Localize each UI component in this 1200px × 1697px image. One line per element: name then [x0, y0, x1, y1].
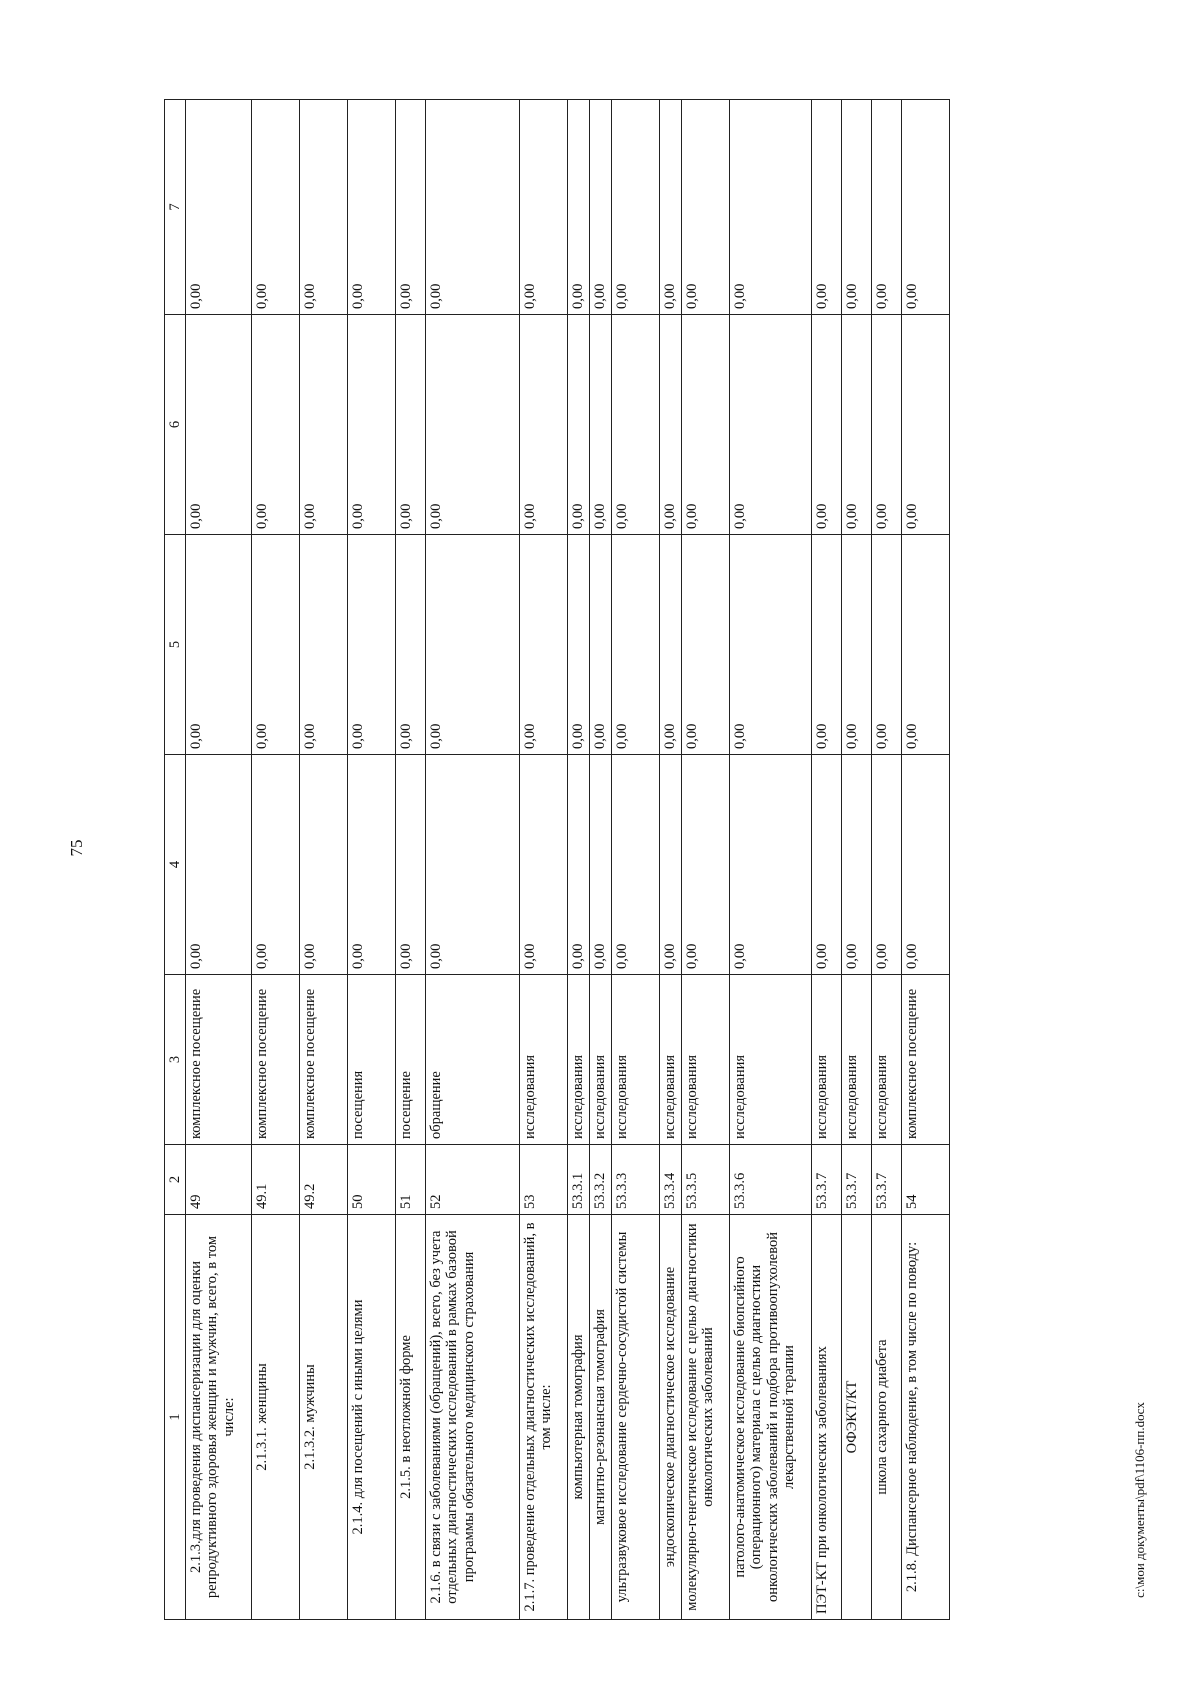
- row-unit-cell: комплексное посещение: [186, 975, 252, 1145]
- row-col6-cell: 0,00: [590, 315, 612, 535]
- row-col6-cell: 0,00: [396, 315, 426, 535]
- row-col5-cell: 0,00: [730, 535, 812, 755]
- row-code-cell: 53.3.1: [568, 1145, 590, 1215]
- row-col5-cell: 0,00: [842, 535, 872, 755]
- row-unit-cell: исследования: [568, 975, 590, 1145]
- row-col6-cell: 0,00: [568, 315, 590, 535]
- row-col7-cell: 0,00: [186, 100, 252, 315]
- table-row: [252, 100, 300, 1620]
- row-col4-cell: 0,00: [300, 755, 348, 975]
- row-col4-cell: 0,00: [348, 755, 396, 975]
- row-col4-cell: 0,00: [682, 755, 730, 975]
- row-code-cell: 51: [396, 1145, 426, 1215]
- table-row: [682, 100, 730, 1620]
- row-code-cell: 52: [426, 1145, 520, 1215]
- row-col4-cell: 0,00: [812, 755, 842, 975]
- row-unit-cell: исследования: [660, 975, 682, 1145]
- row-code-cell: 53.3.7: [842, 1145, 872, 1215]
- row-col5-cell: 0,00: [252, 535, 300, 755]
- row-code-cell: 50: [348, 1145, 396, 1215]
- row-unit-cell: посещение: [396, 975, 426, 1145]
- table-row: [812, 100, 842, 1620]
- row-unit-cell: посещения: [348, 975, 396, 1145]
- row-col6-cell: 0,00: [730, 315, 812, 535]
- row-col5-cell: 0,00: [902, 535, 950, 755]
- row-unit-cell: комплексное посещение: [300, 975, 348, 1145]
- header-col-5: 5: [165, 535, 186, 755]
- row-col6-cell: 0,00: [812, 315, 842, 535]
- row-name-cell: 2.1.3.1. женщины: [252, 1215, 300, 1620]
- row-code-cell: 53.3.4: [660, 1145, 682, 1215]
- data-table: [164, 99, 950, 1620]
- row-col5-cell: 0,00: [682, 535, 730, 755]
- row-name-cell: ПЭТ-КТ при онкологических заболеваниях: [812, 1215, 842, 1620]
- row-name-cell: 2.1.4. для посещений с иными целями: [348, 1215, 396, 1620]
- row-name-cell: школа сахарного диабета: [872, 1215, 902, 1620]
- row-col5-cell: 0,00: [590, 535, 612, 755]
- row-col4-cell: 0,00: [590, 755, 612, 975]
- row-name-cell: молекулярно-генетическое исследование с целью диагностики онкологических заболеваний: [682, 1215, 730, 1620]
- row-col6-cell: 0,00: [872, 315, 902, 535]
- row-col7-cell: 0,00: [426, 100, 520, 315]
- row-name-cell: патолого-анатомическое исследование биопсийного (операционного) материала с целью диагностики онкологических заболеваний и подбора противоопухолевой лекарственной терапии: [730, 1215, 812, 1620]
- row-unit-cell: исследования: [612, 975, 660, 1145]
- row-col7-cell: 0,00: [520, 100, 568, 315]
- row-unit-cell: исследования: [682, 975, 730, 1145]
- rotated-table-container: [164, 100, 952, 1620]
- row-col7-cell: 0,00: [612, 100, 660, 315]
- row-col7-cell: 0,00: [842, 100, 872, 315]
- row-col6-cell: 0,00: [348, 315, 396, 535]
- row-col4-cell: 0,00: [842, 755, 872, 975]
- row-code-cell: 49.2: [300, 1145, 348, 1215]
- row-col7-cell: 0,00: [902, 100, 950, 315]
- row-col7-cell: 0,00: [252, 100, 300, 315]
- header-col-3: 3: [165, 975, 186, 1145]
- row-col7-cell: 0,00: [590, 100, 612, 315]
- row-col4-cell: 0,00: [568, 755, 590, 975]
- row-name-cell: эндоскопическое диагностическое исследование: [660, 1215, 682, 1620]
- row-code-cell: 49: [186, 1145, 252, 1215]
- row-name-cell: 2.1.3.2. мужчины: [300, 1215, 348, 1620]
- row-col5-cell: 0,00: [348, 535, 396, 755]
- table-header-row: [165, 100, 186, 1620]
- table-row: [872, 100, 902, 1620]
- row-unit-cell: исследования: [520, 975, 568, 1145]
- row-name-cell: 2.1.3.для проведения диспансеризации для оценки репродуктивного здоровья женщин и мужчин, всего, в том числе:: [186, 1215, 252, 1620]
- row-col6-cell: 0,00: [612, 315, 660, 535]
- table-row: [186, 100, 252, 1620]
- table-row: [426, 100, 520, 1620]
- row-col4-cell: 0,00: [872, 755, 902, 975]
- row-col7-cell: 0,00: [568, 100, 590, 315]
- header-col-2: 2: [165, 1145, 186, 1215]
- row-unit-cell: комплексное посещение: [252, 975, 300, 1145]
- header-col-1: 1: [165, 1215, 186, 1620]
- table-row: [590, 100, 612, 1620]
- row-code-cell: 53.3.2: [590, 1145, 612, 1215]
- row-col5-cell: 0,00: [612, 535, 660, 755]
- row-col6-cell: 0,00: [300, 315, 348, 535]
- row-col7-cell: 0,00: [348, 100, 396, 315]
- row-col6-cell: 0,00: [660, 315, 682, 535]
- header-col-7: 7: [165, 100, 186, 315]
- row-col6-cell: 0,00: [902, 315, 950, 535]
- row-code-cell: 53.3.6: [730, 1145, 812, 1215]
- table-row: [842, 100, 872, 1620]
- row-col5-cell: 0,00: [812, 535, 842, 755]
- row-name-cell: ультразвуковое исследование сердечно-сосудистой системы: [612, 1215, 660, 1620]
- row-col4-cell: 0,00: [730, 755, 812, 975]
- row-name-cell: ОФЭКТ/КТ: [842, 1215, 872, 1620]
- row-col7-cell: 0,00: [872, 100, 902, 315]
- row-col4-cell: 0,00: [612, 755, 660, 975]
- header-col-6: 6: [165, 315, 186, 535]
- row-col5-cell: 0,00: [568, 535, 590, 755]
- row-col6-cell: 0,00: [252, 315, 300, 535]
- row-code-cell: 53: [520, 1145, 568, 1215]
- row-code-cell: 54: [902, 1145, 950, 1215]
- row-unit-cell: исследования: [590, 975, 612, 1145]
- row-name-cell: 2.1.7. проведение отдельных диагностических исследований, в том числе:: [520, 1215, 568, 1620]
- row-col4-cell: 0,00: [396, 755, 426, 975]
- row-col7-cell: 0,00: [730, 100, 812, 315]
- table-row: [396, 100, 426, 1620]
- row-col7-cell: 0,00: [812, 100, 842, 315]
- table-row: [902, 100, 950, 1620]
- table-row: [348, 100, 396, 1620]
- page-number: 75: [67, 839, 86, 857]
- row-col5-cell: 0,00: [396, 535, 426, 755]
- row-unit-cell: исследования: [842, 975, 872, 1145]
- table-row: [660, 100, 682, 1620]
- row-col5-cell: 0,00: [660, 535, 682, 755]
- footer-file-path: c:\мои документы\pdf\1106-пп.docx: [1132, 1402, 1147, 1598]
- row-col5-cell: 0,00: [300, 535, 348, 755]
- table-row: [520, 100, 568, 1620]
- row-col6-cell: 0,00: [682, 315, 730, 535]
- row-name-cell: магнитно-резонансная томография: [590, 1215, 612, 1620]
- row-col5-cell: 0,00: [426, 535, 520, 755]
- row-unit-cell: исследования: [872, 975, 902, 1145]
- row-col4-cell: 0,00: [426, 755, 520, 975]
- row-code-cell: 53.3.7: [872, 1145, 902, 1215]
- row-name-cell: 2.1.5. в неотложной форме: [396, 1215, 426, 1620]
- row-name-cell: 2.1.6. в связи с заболеваниями (обращений), всего, без учета отдельных диагностических исследований в рамках базовой программы обязательного медицинского страхования: [426, 1215, 520, 1620]
- row-col4-cell: 0,00: [186, 755, 252, 975]
- row-col5-cell: 0,00: [520, 535, 568, 755]
- row-col7-cell: 0,00: [682, 100, 730, 315]
- row-col6-cell: 0,00: [842, 315, 872, 535]
- row-name-cell: 2.1.8. Диспансерное наблюдение, в том числе по поводу:: [902, 1215, 950, 1620]
- row-unit-cell: обращение: [426, 975, 520, 1145]
- header-col-4: 4: [165, 755, 186, 975]
- row-code-cell: 53.3.7: [812, 1145, 842, 1215]
- row-name-cell: компьютерная томография: [568, 1215, 590, 1620]
- row-code-cell: 53.3.5: [682, 1145, 730, 1215]
- row-col6-cell: 0,00: [186, 315, 252, 535]
- row-col7-cell: 0,00: [300, 100, 348, 315]
- row-col4-cell: 0,00: [252, 755, 300, 975]
- table-row: [568, 100, 590, 1620]
- row-code-cell: 49.1: [252, 1145, 300, 1215]
- row-code-cell: 53.3.3: [612, 1145, 660, 1215]
- row-col4-cell: 0,00: [660, 755, 682, 975]
- row-col4-cell: 0,00: [902, 755, 950, 975]
- row-col5-cell: 0,00: [872, 535, 902, 755]
- table-row: [300, 100, 348, 1620]
- row-unit-cell: комплексное посещение: [902, 975, 950, 1145]
- row-col5-cell: 0,00: [186, 535, 252, 755]
- table-row: [730, 100, 812, 1620]
- table-body: [186, 100, 950, 1620]
- row-col7-cell: 0,00: [660, 100, 682, 315]
- row-col7-cell: 0,00: [396, 100, 426, 315]
- row-unit-cell: исследования: [730, 975, 812, 1145]
- row-col4-cell: 0,00: [520, 755, 568, 975]
- row-col6-cell: 0,00: [426, 315, 520, 535]
- table-row: [612, 100, 660, 1620]
- row-col6-cell: 0,00: [520, 315, 568, 535]
- row-unit-cell: исследования: [812, 975, 842, 1145]
